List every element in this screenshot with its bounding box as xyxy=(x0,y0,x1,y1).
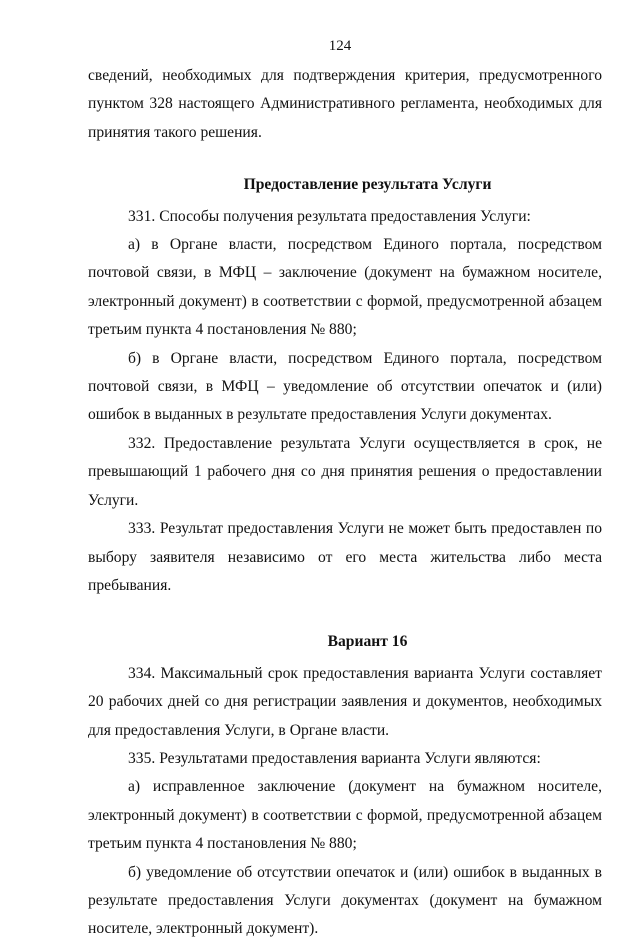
section-heading-result: Предоставление результата Услуги xyxy=(243,176,492,194)
paragraph-334: 334. Максимальный срок предоставления варианта Услуги составляет 20 рабочих дней со дня регистрации заявления и документов, необходимых для предоставления Услуги, в Органе власти. xyxy=(88,664,602,739)
paragraph-335-b: б) уведомление об отсутствии опечаток и (или) ошибок в выданных в результате предоставления Услуги документах (документ на бумажном носителе, электронный документ). xyxy=(88,863,602,938)
paragraph-335: 335. Результатами предоставления варианта Услуги являются: xyxy=(128,749,541,767)
page-number: 124 xyxy=(328,38,352,54)
paragraph-continuation: сведений, необходимых для подтверждения критерия, предусмотренного пунктом 328 настоящего Административного регламента, необходимых для принятия такого решения. xyxy=(88,67,602,141)
paragraph-331-a: а) в Органе власти, посредством Единого портала, посредством почтовой связи, в МФЦ – заключение (документ на бумажном носителе, электронный документ) в соответствии с формой, предусмотренной абзацем третьим пункта 4 постановления № 880; xyxy=(88,236,602,339)
paragraph-331: 331. Способы получения результата предоставления Услуги: xyxy=(128,207,531,225)
section-heading-variant: Вариант 16 xyxy=(327,633,408,651)
paragraph-335-a: а) исправленное заключение (документ на бумажном носителе, электронный документ) в соответствии с формой, предусмотренной абзацем третьим пункта 4 постановления № 880; xyxy=(88,778,602,853)
paragraph-332: 332. Предоставление результата Услуги осуществляется в срок, не превышающий 1 рабочего дня со дня принятия решения о предоставлении Услуги. xyxy=(88,434,602,509)
paragraph-331-b: б) в Органе власти, посредством Единого портала, посредством почтовой связи, в МФЦ – уведомление об отсутствии опечаток и (или) ошибок в выданных в результате предоставления Услуги документах. xyxy=(88,349,602,424)
document-body xyxy=(88,62,602,944)
paragraph-333: 333. Результат предоставления Услуги не может быть предоставлен по выбору заявителя независимо от его места жительства либо места пребывания. xyxy=(88,520,602,594)
